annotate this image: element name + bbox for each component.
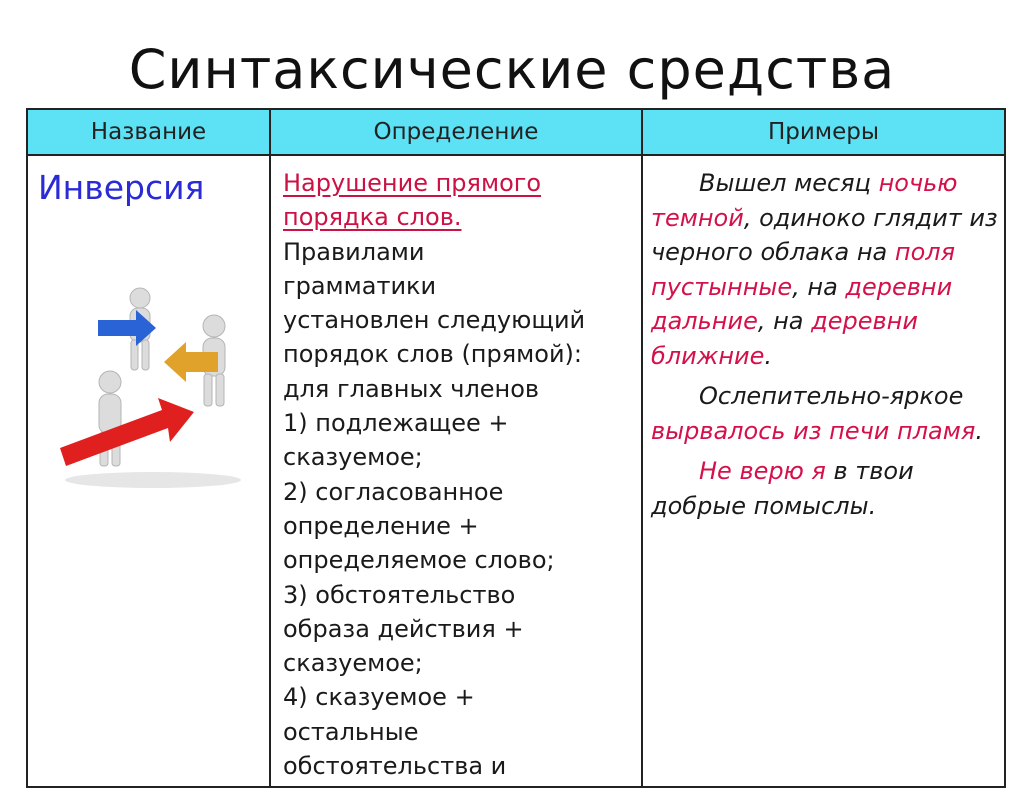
definition-line: образа действия + [283,614,524,643]
definition-line: установлен следующий [283,306,586,335]
example-text: Ослепительно-яркое [699,382,964,410]
definition-line: 4) сказуемое + [283,683,475,712]
definition-heading: Нарушение прямого порядка слов. [283,169,542,232]
definition-text [283,166,637,783]
definition-line: для главных членов [283,374,540,403]
header-examples: Примеры [643,110,1004,156]
red-arrow [60,398,194,466]
example-text: в твои добрые помыслы. [651,457,914,520]
example-highlight: деревни ближние [651,307,918,370]
examples-text [651,166,1007,529]
definition-line: Правилами [283,237,425,266]
example-highlight: Не верю я [699,457,826,485]
header-name: Название [28,110,269,156]
term-name: Инверсия [38,168,205,207]
definition-line: остальные [283,717,419,746]
example-2 [651,379,1007,448]
definition-line: 2) согласованное [283,477,504,506]
example-text: . [975,416,983,445]
header-definition: Определение [271,110,641,156]
example-text: Вышел месяц [699,169,879,197]
example-1 [651,166,1007,373]
definition-line: 3) обстоятельство [283,580,516,609]
examples-column [643,110,1004,786]
definition-line: сказуемое; [283,649,423,678]
example-text: . [764,341,773,370]
example-highlight: вырвалось из печи пламя [651,416,976,445]
inversion-table [26,108,1006,788]
example-highlight: поля пустынные [651,238,956,301]
definition-line: определение + [283,511,479,540]
slide-title: Синтаксические средства [128,38,896,101]
name-column [28,110,271,786]
example-highlight: ночью темной [651,169,958,232]
definition-line: порядок слов (прямой): [283,340,583,369]
shadow [65,472,241,488]
example-3 [651,454,1007,523]
example-text: , на [757,307,812,335]
definition-line: обстоятельства и [283,752,507,781]
example-text: , на [792,272,846,301]
definition-line: 1) подлежащее + [283,409,509,438]
example-text: , одиноко глядит из черного облака на [651,203,998,266]
example-highlight: деревни дальние [651,272,953,335]
definition-line: сказуемое; [283,443,423,472]
people-passing-arrows-icon [58,280,248,490]
definition-line: определяемое слово; [283,546,555,575]
definition-column [271,110,643,786]
definition-line: грамматики [283,271,437,300]
